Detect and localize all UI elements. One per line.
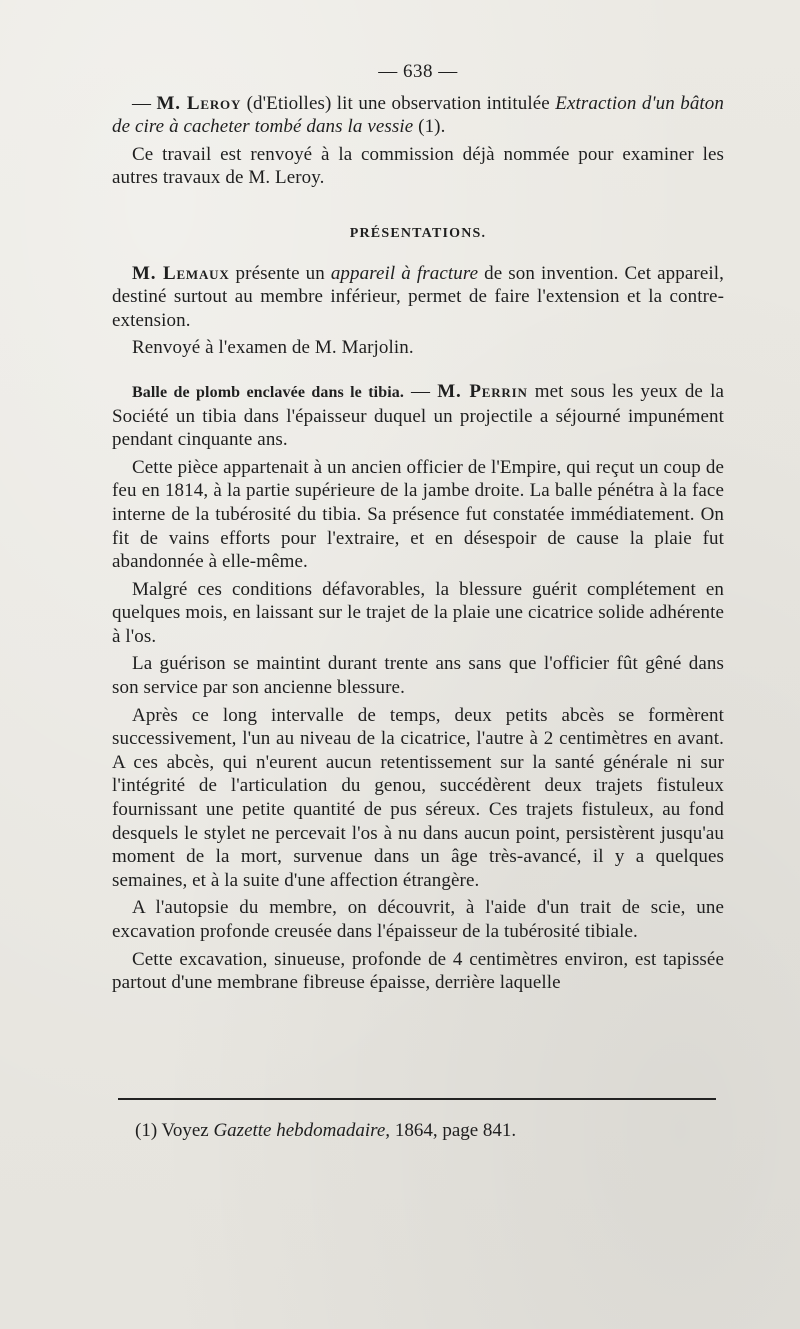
renvoi-commission: Ce travail est renvoyé à la commission déjà nommée pour examiner les autres travaux de M. Leroy.: [112, 143, 724, 189]
section-title: PRÉSENTATIONS.: [349, 225, 487, 241]
paragraph-thirty-years: La guérison se maintint durant trente ans sans que l'officier fût gêné dans son service par son ancienne blessure.: [112, 653, 724, 699]
lemaux-mid: présente un: [229, 262, 331, 284]
paragraph-autopsy: A l'autopsie du membre, on découvrit, à l'aide d'un trait de scie, une excavation profonde creusée dans l'épaisseur de la tubérosité tibiale.: [112, 897, 724, 942]
balle-text: met sous les yeux de la Société un tibia dans l'épaisseur duquel un projectile a séjourné impunément pendant cinquante ans.: [112, 380, 724, 451]
lemaux-paragraph: [112, 262, 724, 333]
page-body: [112, 60, 724, 999]
lemaux-device: appareil à fracture: [330, 262, 479, 284]
paragraph-abscesses: Après ce long intervalle de temps, deux petits abcès se formèrent successivement, l'un au niveau de la cicatrice, l'autre à 2 centimètres en avant. A ces abcès, qui n'eurent aucun retentissement sur la santé générale ni sur l'intégrité de l'articulation du genou, succédèrent deux trajets fistuleux fournissant une petite quantité de pus séreux. Ces trajets fistuleux, au fond desquels le stylet ne percevait l'os à nu dans aucun point, persistèrent jusqu'au moment de la mort, survenue dans un âge très-avancé, il y a quelques semaines, et à la suite d'une affection étrangère.: [112, 704, 724, 891]
footnote-rest: 1864, page 841.: [390, 1120, 517, 1141]
paragraph-excavation: Cette excavation, sinueuse, profonde de 4 centimètres environ, est tapissée partout d'une membrane fibreuse épaisse, derrière laquelle: [112, 948, 724, 994]
lemaux-name: M. Lemaux: [132, 262, 230, 284]
footnote-rule: [118, 1098, 716, 1100]
page-number: — 638 —: [378, 61, 458, 82]
paragraph-healing: Malgré ces conditions défavorables, la blessure guérit complétement en quelques mois, en laissant sur le trajet de la plaie une cicatrice solide adhérente à l'os.: [112, 578, 724, 647]
leroy-title: Extraction d'un bâton de cire à cacheter tombé dans la vessie: [112, 92, 725, 138]
renvoi-marjolin: Renvoyé à l'examen de M. Marjolin.: [132, 337, 414, 359]
perrin-name: M. Perrin: [437, 380, 528, 402]
balle-dash: —: [403, 380, 438, 402]
balle-paragraph: [112, 380, 724, 452]
leroy-paragraph: [112, 92, 724, 139]
lemaux-end: de son invention. Cet appareil, destiné surtout au membre inférieur, permet de faire l'extension et la contre-extension.: [112, 262, 724, 331]
footnote-source: Gazette hebdomadaire,: [213, 1120, 391, 1141]
paragraph-officer: Cette pièce appartenait à un ancien officier de l'Empire, qui reçut un coup de feu en 1814, à la partie supérieure de la jambe droite. La balle pénétra à la face interne de la tubérosité du tibia. Sa présence fut constatée immédiatement. On fit de vains efforts pour l'extraire, et en désespoir de cause la plaie fut abandonnée à elle-même.: [112, 456, 724, 573]
leroy-note: (1).: [413, 116, 446, 138]
leroy-mid: (d'Etiolles) lit une observation intitulée: [241, 92, 556, 114]
footnote-marker: (1) Voyez: [135, 1120, 214, 1141]
leroy-name: M. Leroy: [156, 92, 242, 114]
leroy-prefix: —: [132, 92, 157, 114]
footnote: [135, 1120, 516, 1142]
balle-heading: Balle de plomb enclavée dans le tibia.: [132, 383, 404, 401]
